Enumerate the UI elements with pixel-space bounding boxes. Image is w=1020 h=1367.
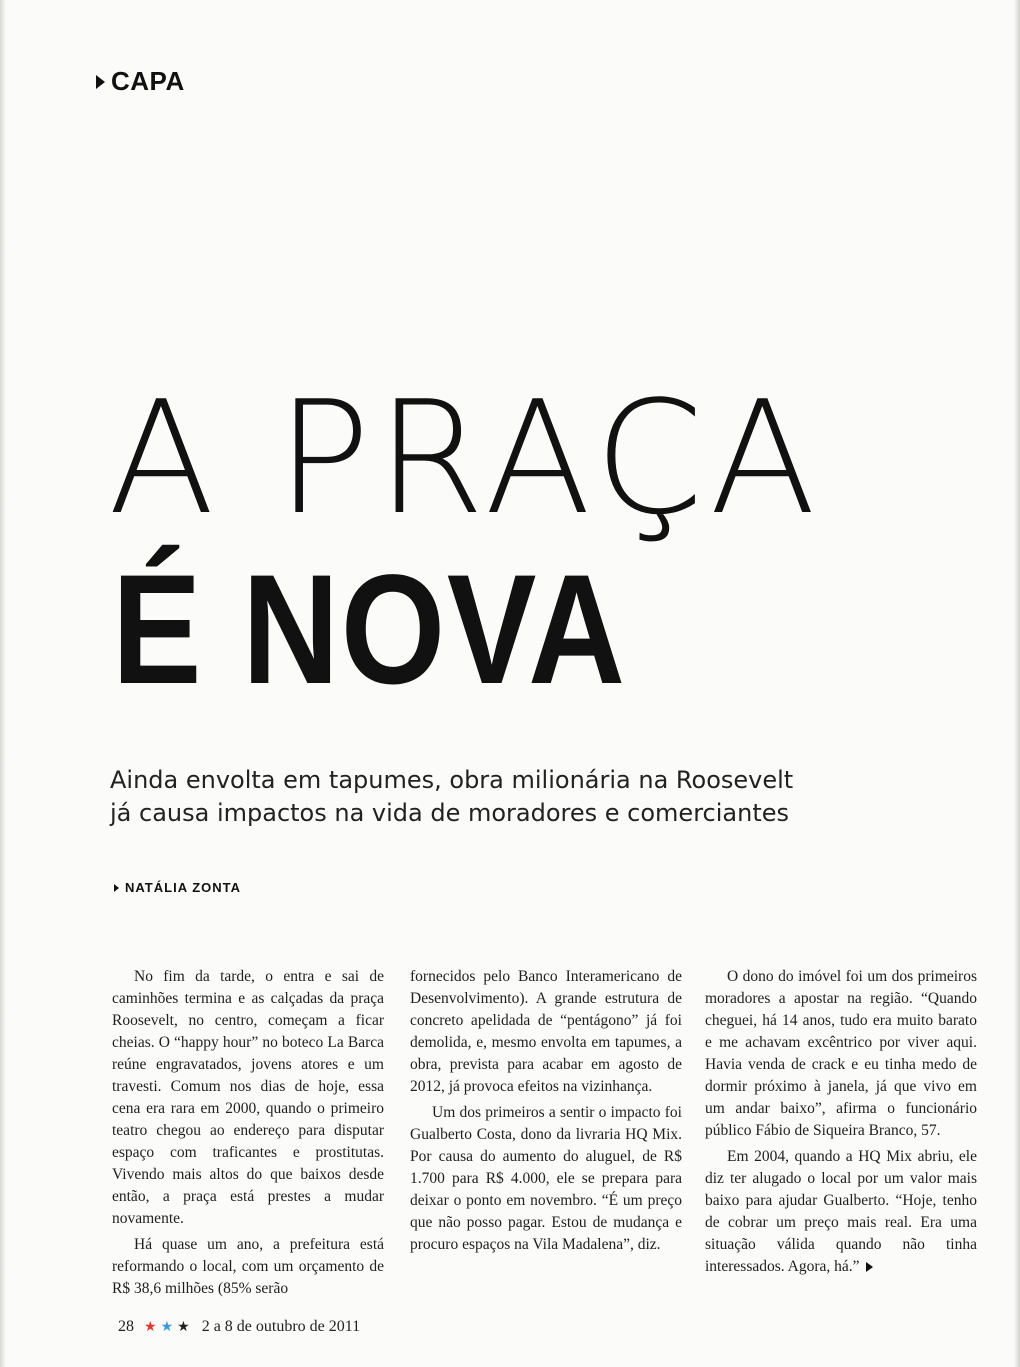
page-edge-right bbox=[1014, 0, 1020, 1367]
page-footer bbox=[118, 1318, 360, 1336]
body-column-2 bbox=[410, 966, 682, 1260]
subtitle-line2: já causa impactos na vida de moradores e comerciantes bbox=[110, 799, 789, 827]
body-paragraph: O dono do imóvel foi um dos primeiros moradores a apostar na região. “Quando cheguei, há 14 anos, tudo era muito barato e me achavam excêntrico por viver aqui. Havia venda de crack e eu tinha medo de dormir próximo à janela, já que vivo em um andar baixo”, afirma o funcionário público Fábio de Siqueira Branco, 57. bbox=[705, 968, 977, 1139]
star-icon: ★ bbox=[144, 1319, 157, 1335]
byline bbox=[114, 880, 241, 895]
byline-author: NATÁLIA ZONTA bbox=[125, 880, 242, 895]
star-icon: ★ bbox=[160, 1319, 174, 1335]
body-paragraph: Há quase um ano, a prefeitura está reformando o local, com um orçamento de R$ 38,6 milhões (85% serão bbox=[112, 1236, 384, 1297]
subtitle bbox=[110, 764, 794, 830]
section-tag bbox=[96, 66, 185, 97]
body-paragraph: Um dos primeiros a sentir o impacto foi Gualberto Costa, dono da livraria HQ Mix. Por causa do aumento do aluguel, de R$ 1.700 para R$ 4.000, ele se prepara para deixar o ponto em novembro. “É um preço que não posso pagar. Estou de mudança e procuro espaços na Vila Madalena”, diz. bbox=[410, 1104, 682, 1253]
triangle-right-icon bbox=[96, 75, 105, 89]
body-paragraph-text: Em 2004, quando a HQ Mix abriu, ele diz ter alugado o local por um valor mais baixo para ajudar Gualberto. “Hoje, tenho de cobrar um preço mais real. Era uma situação válida quando não tinha interessados. Agora, há.” bbox=[705, 1148, 977, 1275]
page-number: 28 bbox=[118, 1318, 134, 1335]
subtitle-line1: Ainda envolta em tapumes, obra milionária na Roosevelt bbox=[110, 766, 794, 794]
body-column-3 bbox=[705, 966, 977, 1282]
body-paragraph: fornecidos pelo Banco Interamericano de Desenvolvimento). A grande estrutura de concreto apelidada de “pentágono” já foi demolida, e, mesmo envolta em tapumes, a obra, prevista para acabar em agosto de 2012, já provoca efeitos na vizinhança. bbox=[410, 968, 682, 1095]
body-column-1 bbox=[112, 966, 384, 1304]
body-paragraph: No fim da tarde, o entra e sai de caminhões termina e as calçadas da praça Roosevelt, no centro, começam a ficar cheias. O “happy hour” no boteco La Barca reúne engravatados, jovens atores e um travesti. Comum nos dias de hoje, essa cena era rara em 2000, quando o primeiro teatro chegou ao endereço para disputar espaço com traficantes e prostitutas. Vivendo mais altos do que baixos desde então, a praça está prestes a mudar novamente. bbox=[112, 968, 384, 1227]
triangle-right-icon bbox=[114, 884, 119, 892]
headline-line2: É NOVA bbox=[112, 543, 627, 717]
continue-arrow-icon bbox=[866, 1262, 873, 1272]
issue-date: 2 a 8 de outubro de 2011 bbox=[201, 1318, 361, 1335]
star-icon: ★ bbox=[177, 1319, 190, 1335]
page-edge-left bbox=[0, 0, 6, 1367]
body-paragraph bbox=[705, 1146, 977, 1278]
headline-line1: A PRAÇA bbox=[108, 367, 823, 549]
section-label: CAPA bbox=[111, 66, 185, 96]
